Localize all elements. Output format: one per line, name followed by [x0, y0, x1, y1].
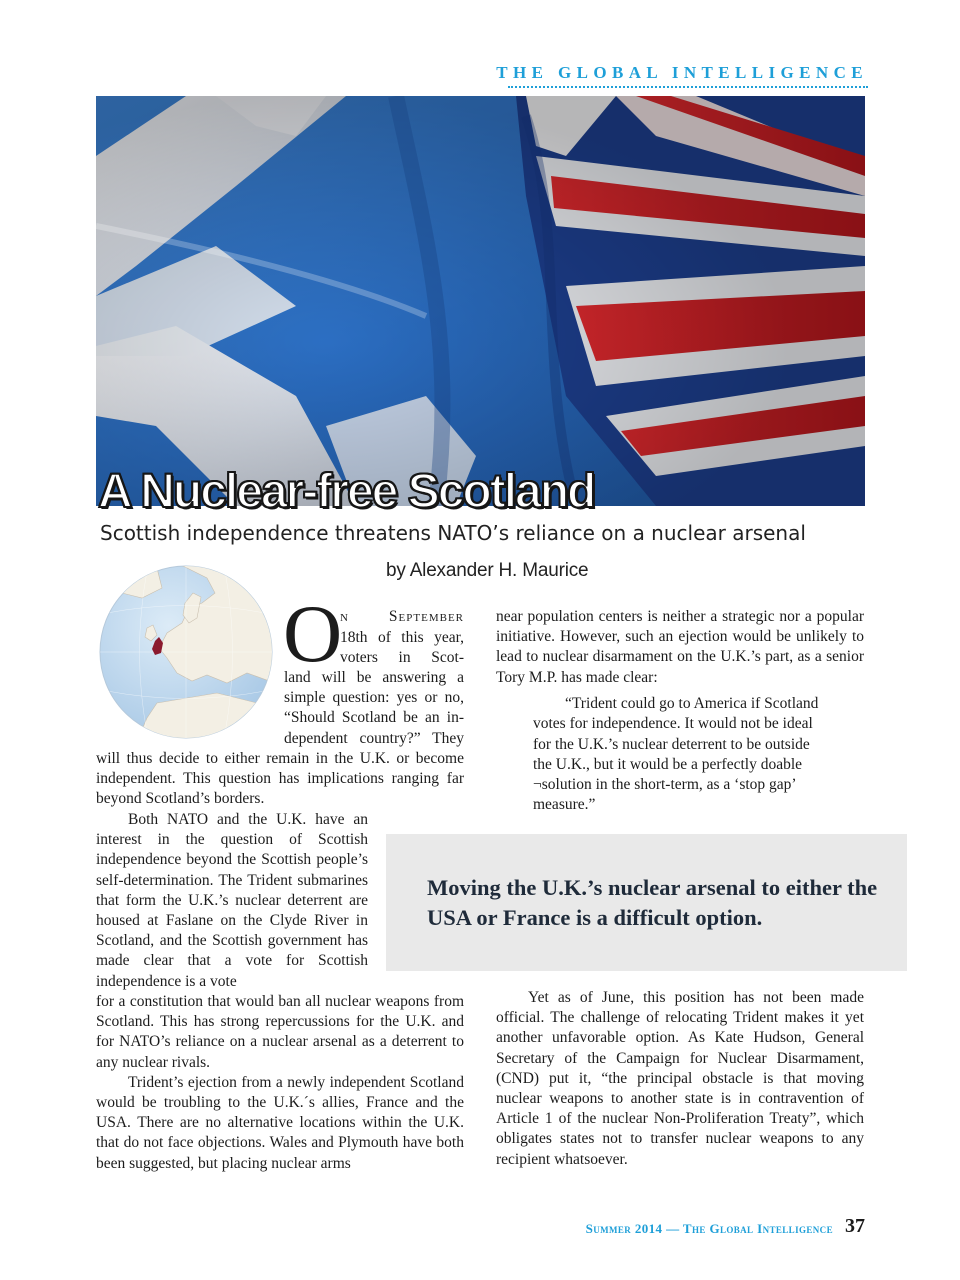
intro-line: “Should Scotland be an in-	[284, 709, 464, 727]
intro-lines-narrow	[340, 628, 464, 668]
footer-issue-line: Summer 2014 — The Global Intelligence	[585, 1221, 833, 1236]
para2-rest-text: for a constitution that would ban all nuclear weapons from Scotland. This has strong repercussions for the U.K. and for NATO’s reliance on a nuclear arsenal as a deterrent to any nuclear rivals.	[96, 993, 464, 1071]
col2-para2-text: Yet as of June, this position has not been made official. The challenge of relocating Trident makes it yet another unfavorable option. As Kate Hudson, General Secretary of the Campaign for Nuclear Disarmament, (CND) put it, “the principal obstacle is that moving nuclear weapons to another state is in contravention of Article 1 of the nuclear Non-Proliferation Treaty”, which obligates states not to transfer nuclear weapons to any recipient whatsoever.	[496, 989, 864, 1168]
europe-globe-map	[97, 563, 275, 745]
col2-para1-text: near population centers is neither a strategic nor a popular initiative. However, such an ejection would be unlikely to lead to nuclear disarmament on the U.K.’s part, as a senior Tory M.P. has made clear:	[496, 608, 864, 686]
drop-cap: O	[283, 588, 343, 679]
intro-line: 18th of this year,	[340, 629, 464, 646]
article-subheadline: Scottish independence threatens NATO’s reliance on a nuclear arsenal	[100, 521, 806, 545]
hero-flag-image	[96, 96, 865, 506]
intro-line: voters in Scot-	[340, 649, 464, 667]
intro-line: dependent country?” They	[284, 729, 464, 747]
running-header-title: THE GLOBAL INTELLIGENCE	[496, 63, 868, 82]
intro-first-line	[340, 607, 464, 627]
para3-text: Trident’s ejection from a newly independent Scotland would be troubling to the U.K.´s allies, France and the USA. There are no alternative locations within the U.K. that do not face objections. Wales and Plymouth have both been suggested, but placing nuclear arms	[96, 1073, 464, 1172]
flags-illustration	[96, 96, 865, 506]
intro-lines-wide	[284, 668, 464, 749]
para2-narrow-column	[96, 810, 368, 992]
article-byline: by Alexander H. Maurice	[386, 560, 589, 581]
block-quote	[533, 694, 827, 816]
intro-line: land will be answering a	[284, 669, 464, 686]
intro-line: simple question: yes or no,	[284, 689, 464, 707]
pull-quote-text: Moving the U.K.’s nuclear arsenal to either the USA or France is a difficult option.	[427, 875, 878, 930]
col2-para2	[496, 988, 864, 1170]
page-number: 37	[845, 1215, 865, 1237]
article-headline: A Nuclear-free Scotland	[98, 465, 595, 518]
quote-text: “Trident could go to America if Scotland votes for independence. It would not be ideal for the U.K.’s nuclear deterrent to be outside the U.K., but it would be a perfectly doable ¬solution in the short-term, as a ‘stop gap’ measure.”	[533, 695, 819, 814]
globe-illustration	[97, 563, 275, 741]
lead-smallcaps: n September	[340, 608, 464, 625]
para2-wide-column	[96, 992, 464, 1174]
para1-continuation	[96, 749, 464, 810]
header-dotted-rule	[508, 86, 868, 88]
para2-text: Both NATO and the U.K. have an interest in the question of Scottish independence beyond the Scottish people’s self-determination. The Trident submarines that form the U.K.’s nuclear deterrent are housed at Faslane on the Clyde River in Scotland, and the Scottish government has made clear that a vote for Scottish independence is a vote	[96, 811, 368, 990]
col2-para1	[496, 607, 864, 688]
para1-text: will thus decide to either remain in the U.K. or become independent. This question has implications ranging far beyond Scotland’s borders.	[96, 750, 464, 808]
